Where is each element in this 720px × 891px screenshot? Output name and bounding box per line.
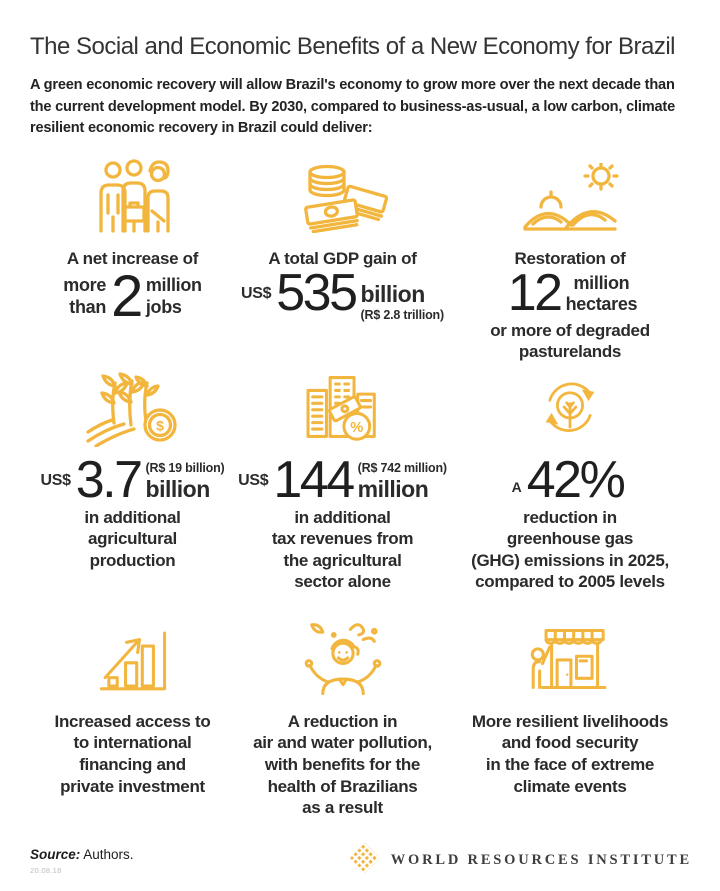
source-label: Source: [30,846,81,862]
card-line: and food security [501,733,639,753]
city-tax-icon [297,367,389,447]
stat-unit: billion [360,280,425,307]
stat-card-financing [30,619,235,819]
card-lead: A total GDP gain of [268,248,417,268]
card-line: reduction in [523,507,617,527]
card-stat [503,264,638,323]
stat-number: 42% [526,450,624,509]
card-stat [238,450,447,509]
chart-growth-icon [94,621,172,695]
source-line [30,847,134,862]
stat-text: than [69,296,107,317]
wri-lattice-icon [349,842,381,879]
stat-text: million [145,275,202,296]
card-line: pasturelands [518,342,622,362]
stat-article: A [511,478,522,495]
stat-card-gdp [235,153,450,365]
card-lines [471,507,669,593]
card-line: More resilient livelihoods [471,711,669,731]
card-stat [241,264,444,323]
currency-prefix: US$ [40,471,71,489]
source-block [30,847,134,875]
money-stack-icon [293,157,393,233]
card-line: in additional [294,507,391,527]
card-lines [84,507,180,572]
card-line: in the face of extreme [485,755,655,775]
stat-text: jobs [145,296,182,317]
currency-prefix: US$ [238,471,269,489]
stat-number: 535 [276,264,356,323]
stat-right-stack [146,460,225,502]
page-title: The Social and Economic Benefits of a New Economy for Brazil [30,33,675,60]
card-line: greenhouse gas [506,529,634,549]
card-line: climate events [513,776,627,796]
stat-right-stack [358,460,447,502]
card-line: production [89,550,176,570]
card-line: or more of degraded [490,320,650,340]
stat-grid [0,153,720,819]
card-lead: Restoration of [514,248,626,268]
stat-left-stack [63,275,106,317]
shop-icon [524,621,616,695]
card-line: the agricultural [283,550,402,570]
svg-text:%: % [349,419,363,436]
card-line: to international [73,733,192,753]
card-line: in additional [84,507,181,527]
stat-card-pasturelands [450,153,690,365]
stat-number: 12 [507,264,561,323]
card-line: agricultural [88,529,177,549]
card-stat [40,450,225,509]
intro-paragraph: A green economic recovery will allow Brazil's economy to grow more over the next decade than the current development model. By 2030, compared to business-as-usual, a low carbon, climate resilient economic recovery in Brazil could deliver: [30,77,675,136]
stat-right-stack [361,282,444,324]
stat-card-livelihoods [450,619,690,819]
tree-cycle-icon [528,367,612,447]
crops-coin-icon [84,367,182,447]
stat-card-health [235,619,450,819]
card-lines [253,711,432,819]
card-line: as a result [302,798,383,818]
stat-unit: million [357,475,429,502]
stat-right-stack [566,273,638,315]
stat-card-tax [235,365,450,619]
stat-number: 144 [273,450,353,509]
card-line: with benefits for the [264,755,421,775]
card-stat [63,264,202,330]
wri-logo-text: WORLD RESOURCES INSTITUTE [390,852,692,868]
jobs-people-icon [89,157,177,233]
card-line: A reduction in [287,711,398,731]
card-line: health of Brazilians [267,776,418,796]
card-line: Increased access to [54,711,211,731]
card-stat [511,450,629,509]
farm-sun-icon [521,157,619,233]
card-line: air and water pollution, [253,733,432,753]
header [0,0,720,139]
stat-card-ghg [450,365,690,619]
wri-logo [349,842,692,879]
footer [30,842,692,879]
svg-text:$: $ [155,417,164,434]
stat-text: more [63,275,107,296]
stat-unit: billion [145,475,210,502]
card-line: compared to 2005 levels [475,572,665,592]
stat-alt-currency: (R$ 19 billion) [145,460,225,475]
stat-alt-currency: (R$ 2.8 trillion) [360,308,444,323]
source-value: Authors. [83,846,134,862]
card-line: tax revenues from [271,529,414,549]
stat-card-agriculture [30,365,235,619]
card-line: sector alone [294,572,391,592]
currency-prefix: US$ [241,284,272,302]
stat-number: 2 [111,264,141,330]
card-lines [272,507,413,593]
date-note: 20.08.18 [30,865,62,875]
stat-text: hectares [565,293,638,314]
card-lines [55,711,211,797]
card-lines [490,320,650,363]
stat-text: million [573,272,630,293]
card-line: financing and [79,755,186,775]
card-lead: A net increase of [66,248,199,268]
stat-right-stack [146,275,202,317]
stat-number: 3.7 [75,450,141,509]
card-lines [472,711,668,797]
stat-card-jobs [30,153,235,365]
card-line: private investment [60,776,205,796]
stat-alt-currency: (R$ 742 million) [357,460,447,475]
card-line: (GHG) emissions in 2025, [471,550,669,570]
healthy-person-icon [297,621,389,695]
